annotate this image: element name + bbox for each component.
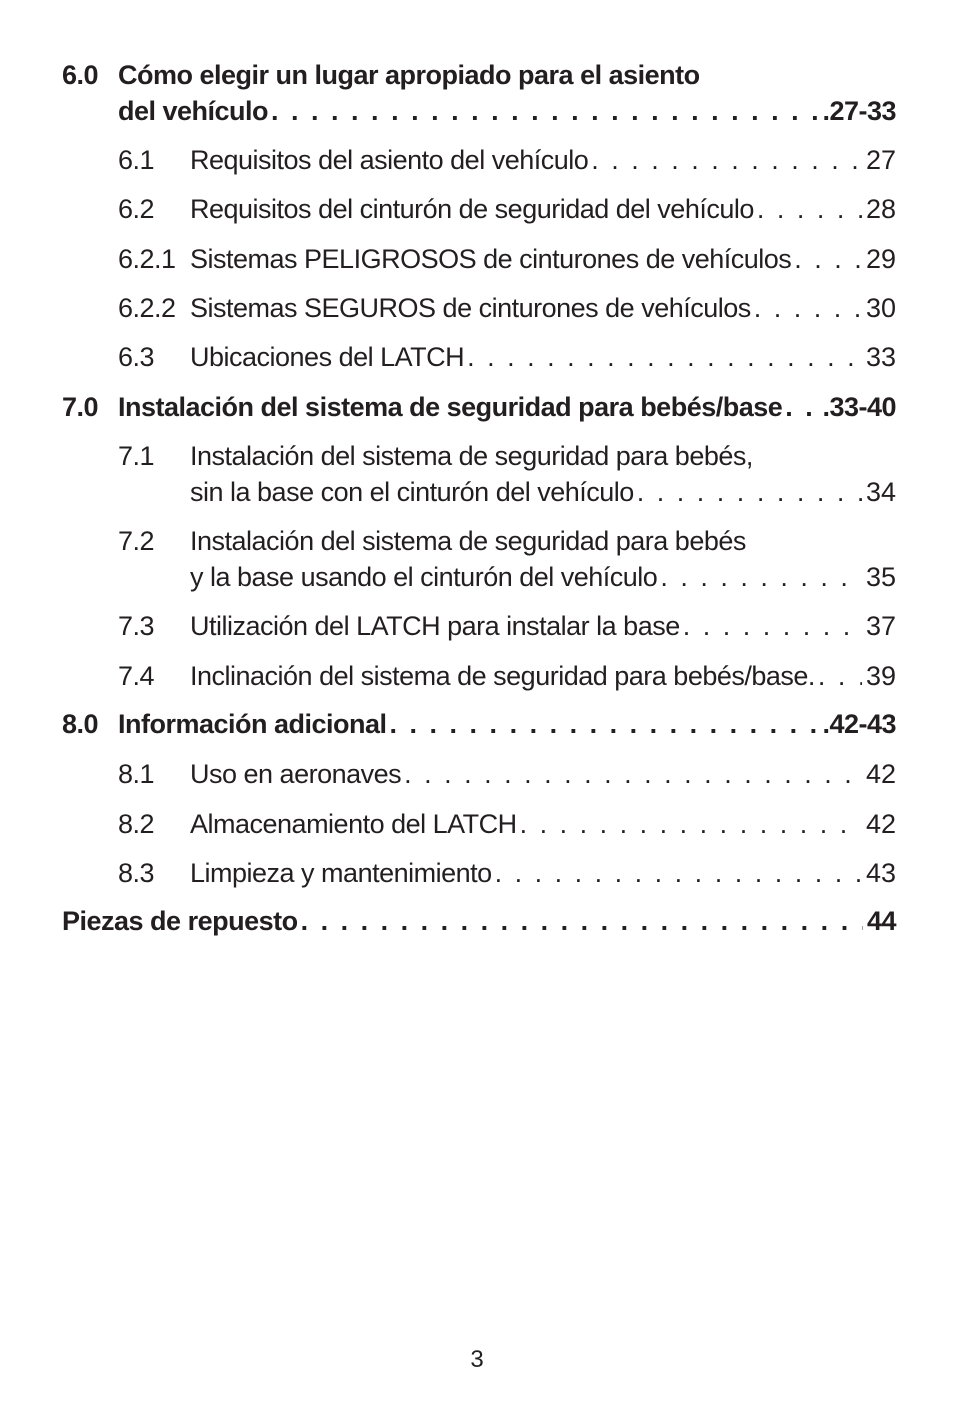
dot-leader [268,93,818,129]
toc-title-continued: sin la base con el cinturón del vehículo [190,477,634,507]
toc-number: 6.2.1 [118,244,176,274]
toc-page-ref: 34 [865,477,896,507]
toc-title: Información adicional [118,709,387,739]
toc-page-ref: 43 [865,858,896,888]
dot-leader [791,241,862,277]
toc-page-ref: 35 [865,562,896,592]
toc-title-continued: del vehículo [118,96,269,126]
dot-leader [588,142,862,178]
toc-page-ref: .42-43 [822,709,896,739]
toc-page-ref: .27-33 [822,96,896,126]
toc-title: Uso en aeronaves [190,759,402,789]
dot-leader [387,706,819,742]
toc-title: Inclinación del sistema de seguridad para bebés/base. [190,661,815,691]
toc-page-ref: 37 [865,611,896,641]
toc-page-ref: 39 [865,661,896,691]
toc-number: 7.3 [118,611,155,641]
toc-title: Requisitos del asiento del vehículo [190,145,589,175]
toc-number: 7.2 [118,526,155,556]
toc-page-ref: 29 [865,244,896,274]
dot-leader [517,806,862,842]
dot-leader [751,290,862,326]
toc-page-ref: 42 [865,809,896,839]
toc-title: Requisitos del cinturón de seguridad del vehículo [190,194,754,224]
toc-number: 8.1 [118,759,155,789]
toc-page-ref: 28 [865,194,896,224]
toc-number: 7.0 [62,392,99,422]
toc-title: Cómo elegir un lugar apropiado para el asiento [118,60,700,90]
dot-leader [492,855,862,891]
toc-page-ref: 33 [865,342,896,372]
dot-leader [815,658,862,694]
dot-leader [298,903,863,939]
dot-leader [782,389,818,425]
toc-number: 6.2.2 [118,293,176,323]
toc-page-ref: 30 [865,293,896,323]
dot-leader [754,191,862,227]
toc-number: 8.3 [118,858,155,888]
toc-page-ref: 44 [866,906,896,936]
toc-number: 6.3 [118,342,155,372]
toc-number: 8.2 [118,809,155,839]
toc-page-ref: 42 [865,759,896,789]
toc-title: Almacenamiento del LATCH [190,809,517,839]
toc-page-ref: .33-40 [822,392,896,422]
toc-title: Sistemas SEGUROS de cinturones de vehículos [190,293,751,323]
toc-number: 7.4 [118,661,155,691]
toc-title: Sistemas PELIGROSOS de cinturones de vehículos [190,244,792,274]
toc-number: 6.1 [118,145,155,175]
toc-number: 8.0 [62,709,99,739]
toc-title: Instalación del sistema de seguridad para bebés [190,526,746,556]
toc-number: 6.2 [118,194,155,224]
toc-title-continued: y la base usando el cinturón del vehículo [190,562,658,592]
toc-title: Limpieza y mantenimiento [190,858,492,888]
toc-title: Instalación del sistema de seguridad para bebés, [190,441,753,471]
toc-number: 7.1 [118,441,155,471]
dot-leader [634,474,862,510]
dot-leader [401,756,862,792]
dot-leader [657,559,862,595]
toc-title: Piezas de repuesto [62,906,298,936]
toc-title: Utilización del LATCH para instalar la base [190,611,680,641]
toc-number: 6.0 [62,60,99,90]
page-number: 3 [470,1346,484,1373]
toc-title: Ubicaciones del LATCH [190,342,465,372]
dot-leader [680,608,862,644]
dot-leader [464,339,862,375]
toc-page-ref: 27 [865,145,896,175]
toc-title: Instalación del sistema de seguridad para bebés/base [118,392,783,422]
